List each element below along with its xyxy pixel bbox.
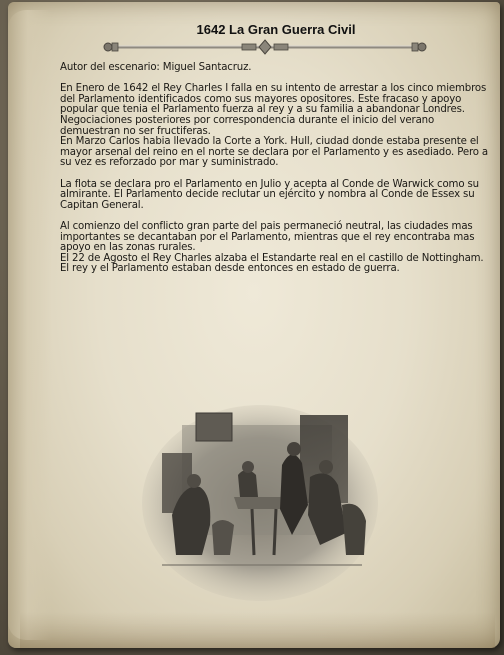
scenario-author: Autor del escenario: Miguel Santacruz.: [60, 62, 252, 73]
paragraph-2: Negociaciones posteriores por correspondencia durante el inicio del verano demuestran no ser fructiferas.: [60, 114, 435, 137]
scenario-title: 1642 La Gran Guerra Civil: [196, 22, 356, 37]
page-curl: [8, 10, 52, 640]
paragraph-3: En Marzo Carlos habia llevado la Corte a York. Hull, ciudad donde estaba presente el mayor arsenal del reino en el norte se declara por el Parlamento y es asediado. Pero a su vez es reforzado por mar y suministrado.: [60, 136, 489, 169]
paragraph-4: La flota se declara pro el Parlamento en Julio y acepta al Conde de Warwick como su almirante. El Parlamento decide reclutar un ejército y nombra al Conde de Essex su Capitan General.: [60, 178, 479, 211]
ornamental-divider: [102, 38, 428, 56]
page-edge: [20, 612, 495, 648]
scenario-description: [60, 63, 494, 275]
paragraph-5: Al comienzo del conflicto gran parte del pais permaneció neutral, las ciudades mas importantes se decantaban por el Parlamento, mientras que el rey encontraba mas apoyo en las zonas rurales.: [60, 220, 475, 254]
paragraph-6: El 22 de Agosto el Rey Charles alzaba el Estandarte real en el castillo de Nottingham. El rey y el Parlamento estaban desde entonces en estado de guerra.: [60, 252, 484, 275]
historical-engraving-image: [142, 405, 378, 601]
paragraph-1: En Enero de 1642 el Rey Charles I falla en su intento de arrestar a los cinco miembros del Parlamento identificados como sus mayores opositores. Este fracaso y apoyo popular que tenia el Parlamento fuerza al rey y a su familia a abandonar Londres.: [60, 83, 487, 116]
